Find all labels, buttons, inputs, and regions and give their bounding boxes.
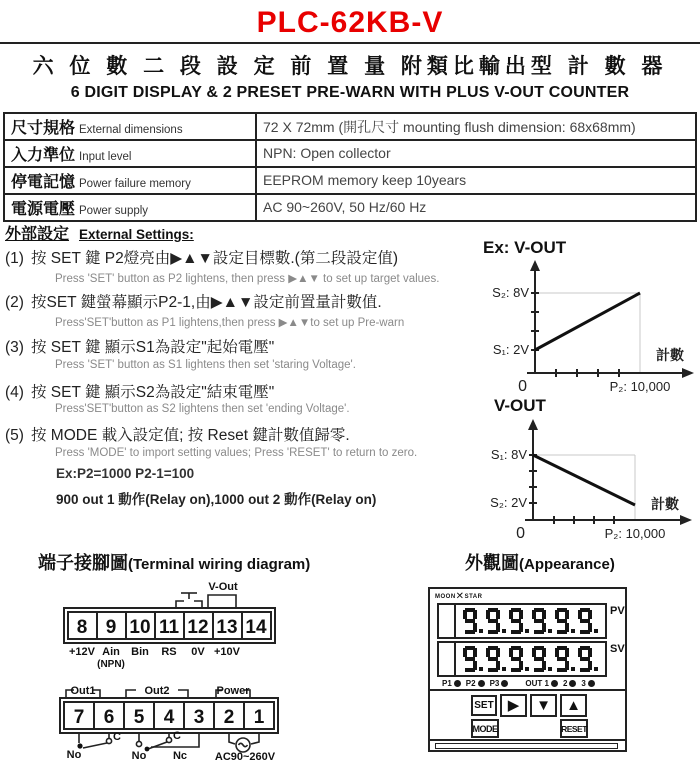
pv-display: [437, 603, 607, 639]
spec-table: [3, 112, 697, 222]
svg-text:14: 14: [245, 617, 267, 638]
svg-text:C: C: [173, 730, 181, 742]
right-arrow-button: [500, 694, 527, 717]
chart1-title: Ex: V-OUT: [483, 238, 567, 257]
indicator-out1: OUT 1: [525, 679, 558, 688]
chart1-xaxis-label: 計數: [656, 347, 684, 363]
chart2-title: V-OUT: [494, 396, 546, 415]
panel-divider: [430, 689, 625, 691]
svg-text:10: 10: [129, 617, 151, 638]
spec-key-zh: 電源電壓: [11, 201, 76, 218]
chart1-ybottom-label: S₁: 2V: [492, 342, 529, 357]
out2-led: [569, 680, 576, 687]
svg-text:8: 8: [76, 617, 88, 638]
p2-led: [478, 680, 485, 687]
heading-zh: 外部設定: [5, 226, 70, 243]
subtitle-english: 6 DIGIT DISPLAY & 2 PRESET PRE-WARN WITH PLUS V-OUT COUNTER: [70, 84, 630, 101]
external-settings-heading: [5, 221, 194, 244]
instruction-4: (4) 按 SET 鍵 顯示S2為設定"結束電壓": [5, 384, 275, 401]
indicator-out3: 3: [581, 679, 594, 688]
example-line-2: 900 out 1 動作(Relay on),1000 out 2 動作(Relay on): [56, 492, 377, 507]
chart2-ytop-label: S₁: 8V: [490, 447, 527, 462]
heading-en: External Settings:: [79, 227, 194, 242]
chart-vout-rising: [477, 256, 699, 400]
spec-key-en: External dimensions: [79, 124, 183, 136]
out1-led: [551, 680, 558, 687]
panel-bottom-strip: [435, 743, 618, 749]
instruction-1-en: Press 'SET' button as P2 lightens, then press ▶▲▼ to set up target values.: [55, 273, 440, 285]
indicator-p3: P3: [490, 679, 509, 688]
instruction-5: (5) 按 MODE 載入設定值; 按 Reset 鍵計數值歸零.: [5, 427, 350, 444]
svg-text:0V: 0V: [191, 646, 205, 658]
table-row: [4, 194, 696, 221]
chart1-origin-label: 0: [518, 378, 527, 395]
appearance-title: 外觀圖(Appearance): [465, 553, 615, 573]
indicator-row: [442, 679, 618, 688]
instruction-2: (2) 按SET 鍵螢幕顯示P2-1,由▶▲▼設定前置量計數值.: [5, 294, 382, 311]
up-triangle-icon: ▲: [566, 697, 581, 714]
instruction-2-en: Press'SET'button as P1 lightens,then press ▶▲▼to set up Pre-warn: [55, 317, 405, 329]
svg-text:Bin: Bin: [131, 646, 149, 658]
sv-digits: [456, 646, 605, 672]
down-triangle-icon: ▼: [536, 697, 551, 714]
svg-text:(NPN): (NPN): [97, 659, 125, 670]
table-row: [4, 167, 696, 194]
chart1-ytop-label: S₂: 8V: [492, 285, 529, 300]
svg-text:2: 2: [223, 707, 235, 728]
terminal-wiring-diagram: [30, 578, 320, 763]
spec-value: NPN: Open collector: [263, 144, 391, 161]
chart1-xend-label: P₂: 10,000: [609, 379, 671, 394]
up-arrow-button: [560, 694, 587, 717]
svg-text:11: 11: [158, 617, 180, 638]
svg-text:C: C: [113, 731, 121, 743]
svg-text:Out1: Out1: [70, 685, 96, 697]
terminal-diagram-title: 端子接腳圖(Terminal wiring diagram): [38, 553, 311, 573]
spec-key-en: Power failure memory: [79, 178, 191, 190]
p1-led: [454, 680, 461, 687]
svg-text:No: No: [66, 749, 82, 761]
svg-text:+10V: +10V: [214, 646, 240, 658]
sv-display-left-cell: [439, 643, 456, 675]
spec-key-zh: 尺寸規格: [11, 120, 76, 137]
svg-text:4: 4: [163, 707, 175, 728]
spec-value: AC 90~260V, 50 Hz/60 Hz: [263, 198, 427, 215]
svg-text:+12V: +12V: [69, 646, 95, 658]
title-divider: [0, 42, 700, 44]
instruction-3-en: Press 'SET' button as S1 lightens then set 'staring Voltage'.: [55, 359, 356, 371]
instruction-4-en: Press'SET'button as S2 lightens then set 'ending Voltage'.: [55, 403, 350, 415]
appearance-panel: [428, 587, 627, 752]
chart-vout-falling: [475, 413, 697, 549]
spec-key-en: Power supply: [79, 205, 149, 217]
pv-digits: [456, 608, 605, 634]
star-x-icon: ✕: [455, 591, 465, 602]
spec-key-zh: 入力準位: [11, 147, 76, 164]
indicator-p2: P2: [466, 679, 485, 688]
page-title: PLC-62KB-V: [256, 6, 444, 39]
set-button: SET: [471, 695, 497, 716]
svg-text:6: 6: [103, 707, 115, 728]
instruction-5-en: Press 'MODE' to import setting values; Press 'RESET' to return to zero.: [55, 447, 418, 459]
chart2-origin-label: 0: [516, 525, 525, 542]
chart2-xend-label: P₂: 10,000: [604, 526, 666, 541]
svg-text:AC90~260V: AC90~260V: [214, 751, 276, 763]
svg-text:Out2: Out2: [144, 685, 170, 697]
example-line-1: Ex:P2=1000 P2-1=100: [56, 466, 195, 481]
spec-value: EEPROM memory keep 10years: [263, 171, 467, 188]
svg-text:5: 5: [133, 707, 145, 728]
svg-text:No: No: [131, 750, 147, 762]
spec-key-zh: 停電記憶: [11, 174, 76, 191]
table-row: [4, 113, 696, 140]
p3-led: [501, 680, 508, 687]
right-triangle-icon: ▶: [507, 697, 520, 714]
svg-text:Nc: Nc: [172, 750, 188, 762]
brand-logo: MOON✕STAR: [435, 591, 483, 602]
sv-display: [437, 641, 607, 677]
table-row: [4, 140, 696, 167]
down-arrow-button: [530, 694, 557, 717]
spec-key-en: Input level: [79, 151, 132, 163]
chart2-xaxis-label: 計數: [651, 496, 679, 512]
panel-bottom-line: [430, 739, 625, 741]
svg-text:9: 9: [105, 617, 117, 638]
svg-text:1: 1: [253, 707, 265, 728]
svg-text:RS: RS: [161, 646, 177, 658]
out3-led: [588, 680, 595, 687]
pv-display-left-cell: [439, 605, 456, 637]
mode-button: MODE: [471, 719, 499, 738]
spec-value: 72 X 72mm (開孔尺寸 mounting flush dimension: 68x68mm): [263, 118, 636, 135]
indicator-out2: 2: [563, 679, 576, 688]
svg-text:12: 12: [187, 617, 209, 638]
reset-button: RESET: [560, 719, 588, 738]
instruction-1: (1) 按 SET 鍵 P2燈亮由▶▲▼設定目標數.(第二段設定值): [5, 250, 398, 267]
svg-text:Ain: Ain: [102, 646, 120, 658]
svg-text:Power: Power: [216, 685, 250, 697]
indicator-p1: P1: [442, 679, 461, 688]
vout-bracket-label: V-Out: [208, 581, 238, 593]
subtitle-chinese: 六 位 數 二 段 設 定 前 置 量 附類比輸出型 計 數 器: [32, 55, 668, 78]
instruction-3: (3) 按 SET 鍵 顯示S1為設定"起始電壓": [5, 339, 275, 356]
chart2-ybottom-label: S₂: 2V: [490, 495, 527, 510]
sv-label: SV: [610, 643, 625, 655]
svg-text:3: 3: [193, 707, 205, 728]
pv-label: PV: [610, 605, 625, 617]
svg-text:13: 13: [216, 617, 238, 638]
svg-text:7: 7: [73, 707, 85, 728]
